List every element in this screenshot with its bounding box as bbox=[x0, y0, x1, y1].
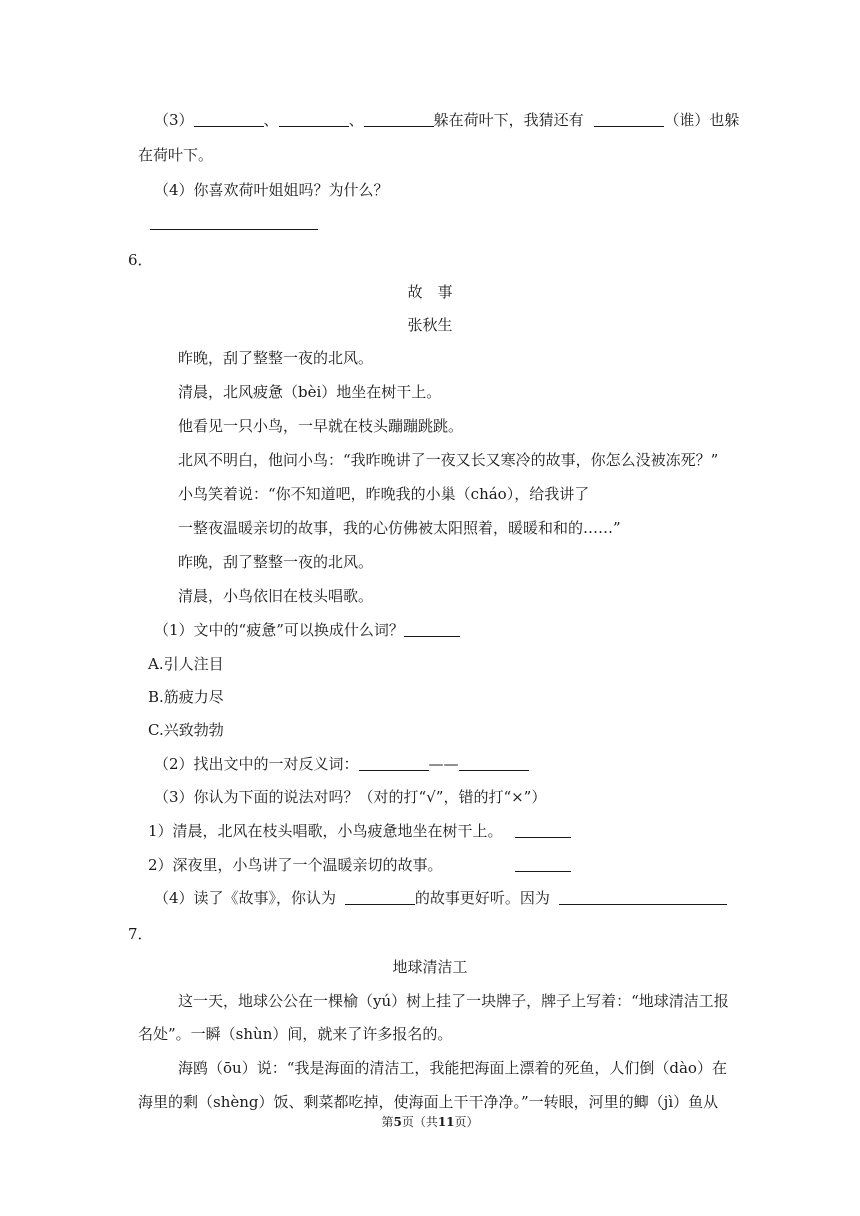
q5-item3: （3） 、 、 躲在荷叶下，我猜还有 （谁）也躲 bbox=[154, 111, 740, 129]
answer-blank[interactable] bbox=[594, 111, 664, 127]
q5-item4-answer bbox=[150, 213, 318, 233]
answer-blank[interactable] bbox=[404, 621, 460, 637]
q6-paragraph: 清晨，北风疲惫（bèi）地坐在树干上。 bbox=[178, 383, 442, 401]
q6-option-a: A.引人注目 bbox=[148, 655, 224, 673]
q6-paragraph: 一整夜温暖亲切的故事，我的心仿佛被太阳照着，暖暖和和的……” bbox=[178, 519, 621, 537]
q6-sub2: （2）找出文中的一对反义词： —— bbox=[154, 754, 529, 774]
q6-statement-2: 2）深夜里，小鸟讲了一个温暖亲切的故事。 bbox=[148, 856, 443, 874]
answer-blank[interactable] bbox=[359, 755, 429, 771]
q6-paragraph: 清晨，小鸟依旧在枝头唱歌。 bbox=[178, 587, 374, 605]
answer-blank[interactable] bbox=[345, 889, 415, 905]
q7-number: 7． bbox=[128, 925, 153, 943]
q7-line: 海里的剩（shèng）饭、剩菜都吃掉，使海面上干干净净。”一转眼，河里的鲫（jì）鱼从 bbox=[138, 1093, 719, 1111]
q7-line: 这一天，地球公公在一棵榆（yú）树上挂了一块牌子，牌子上写着：“地球清洁工报 bbox=[178, 992, 729, 1010]
q6-sub4: （4）读了《故事》，你认为 的故事更好听。因为 bbox=[154, 888, 727, 908]
q6-number: 6． bbox=[128, 251, 153, 269]
q6-sub3: （3）你认为下面的说法对吗？（对的打“√”，错的打“×”） bbox=[154, 788, 547, 806]
q5-item3-cont: 在荷叶下。 bbox=[138, 146, 214, 164]
answer-blank[interactable] bbox=[515, 856, 571, 872]
page-number: 5 bbox=[393, 1115, 402, 1129]
q6-paragraph: 他看见一只小鸟，一早就在枝头蹦蹦跳跳。 bbox=[178, 417, 464, 435]
q5-item4: （4）你喜欢荷叶姐姐吗？为什么？ bbox=[154, 181, 389, 199]
q6-author: 张秋生 bbox=[407, 316, 453, 334]
q6-title: 故 事 bbox=[407, 283, 453, 301]
answer-blank[interactable] bbox=[559, 889, 727, 905]
q6-statement-1: 1）清晨，北风在枝头唱歌，小鸟疲惫地坐在树干上。 bbox=[148, 822, 503, 840]
answer-blank[interactable] bbox=[515, 822, 571, 838]
answer-blank[interactable] bbox=[194, 111, 264, 127]
q6-statement-1-answer bbox=[515, 821, 571, 841]
q7-line: 名处”。一瞬（shùn）间，就来了许多报名的。 bbox=[138, 1025, 453, 1043]
q5-item3-num: （3） bbox=[154, 111, 194, 129]
answer-blank[interactable] bbox=[150, 214, 318, 230]
answer-blank[interactable] bbox=[364, 111, 434, 127]
q6-paragraph: 昨晚，刮了整整一夜的北风。 bbox=[178, 553, 374, 571]
q7-title: 地球清洁工 bbox=[392, 958, 468, 976]
q6-option-b: B.筋疲力尽 bbox=[148, 688, 224, 706]
q6-paragraph: 北风不明白，他问小鸟：“我昨晚讲了一夜又长又寒冷的故事，你怎么没被冻死？” bbox=[178, 451, 719, 469]
q6-paragraph: 小鸟笑着说：“你不知道吧，昨晚我的小巢（cháo），给我讲了 bbox=[178, 485, 590, 503]
answer-blank[interactable] bbox=[279, 111, 349, 127]
page-footer: 第5页（共11页） bbox=[381, 1115, 479, 1129]
q6-paragraph: 昨晚，刮了整整一夜的北风。 bbox=[178, 349, 374, 367]
answer-blank[interactable] bbox=[459, 755, 529, 771]
q6-option-c: C.兴致勃勃 bbox=[148, 721, 224, 739]
page-total: 11 bbox=[437, 1115, 455, 1129]
q6-sub1: （1）文中的“疲惫”可以换成什么词？ bbox=[154, 620, 460, 640]
q6-statement-2-answer bbox=[515, 855, 571, 875]
q7-line: 海鸥（ōu）说：“我是海面的清洁工，我能把海面上漂着的死鱼，人们倒（dào）在 bbox=[178, 1059, 727, 1077]
